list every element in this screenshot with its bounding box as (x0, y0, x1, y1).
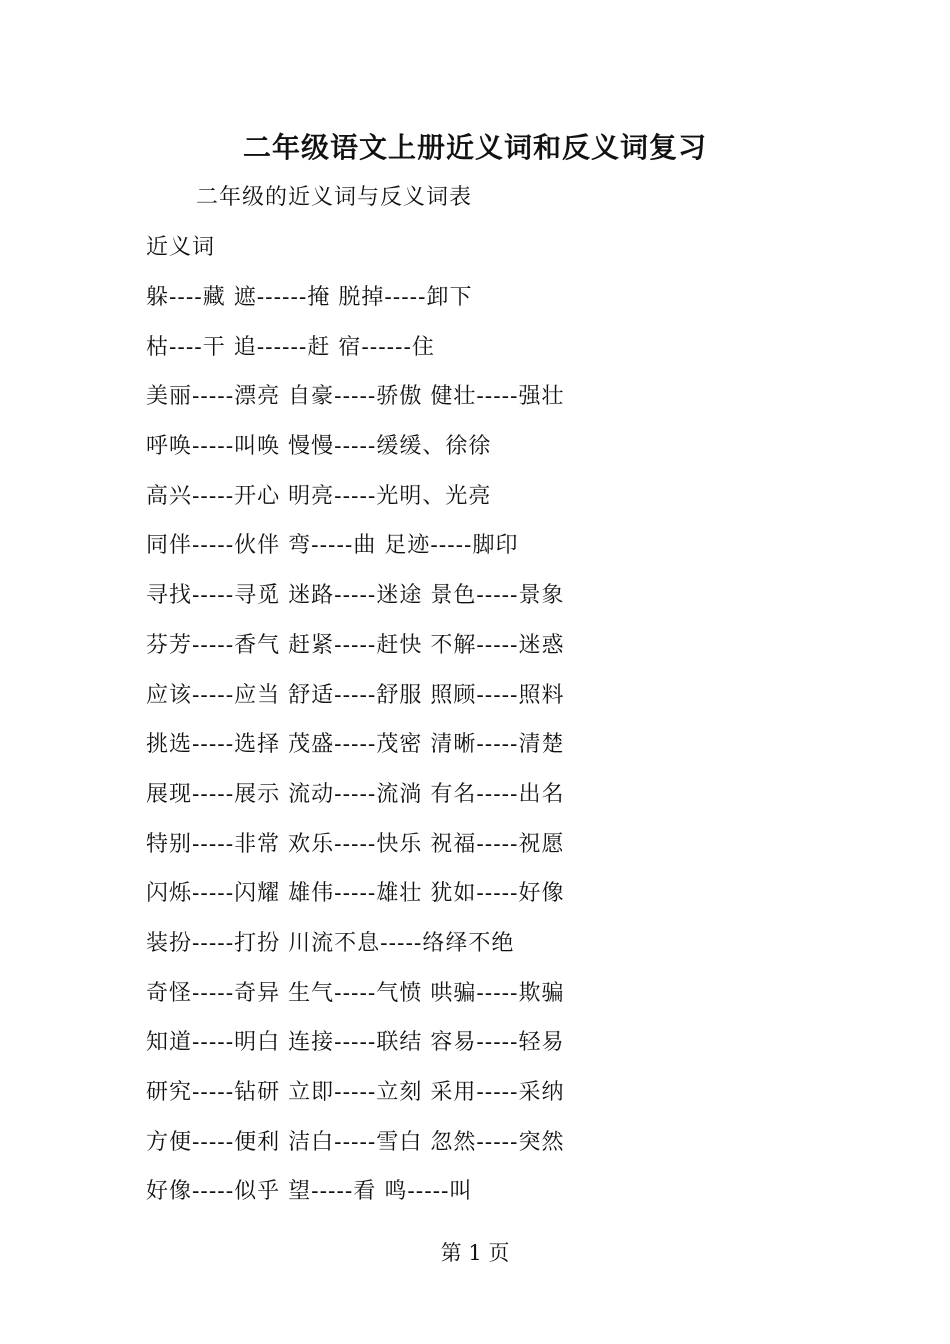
synonym-row: 研究-----钻研 立即-----立刻 采用-----采纳 (146, 1080, 565, 1105)
synonym-row: 美丽-----漂亮 自豪-----骄傲 健壮-----强壮 (146, 384, 565, 410)
synonym-row: 同伴-----伙伴 弯-----曲 足迹-----脚印 (146, 533, 519, 559)
synonym-row: 躲----藏 遮------掩 脱掉-----卸下 (146, 285, 473, 310)
synonym-row: 呼唤-----叫唤 慢慢-----缓缓、徐徐 (146, 434, 492, 460)
section-heading: 近义词 (146, 235, 216, 260)
synonym-row: 装扮-----打扮 川流不息-----络绎不绝 (146, 930, 515, 956)
synonym-row: 方便-----便利 洁白-----雪白 忽然-----突然 (146, 1129, 565, 1155)
synonym-row: 知道-----明白 连接-----联结 容易-----轻易 (146, 1030, 565, 1056)
synonym-row: 高兴-----开心 明亮-----光明、光亮 (146, 483, 492, 509)
synonym-row: 寻找-----寻觅 迷路-----迷途 景色-----景象 (146, 583, 565, 609)
synonym-row: 奇怪-----奇异 生气-----气愤 哄骗-----欺骗 (146, 980, 565, 1006)
synonym-row: 芬芳-----香气 赶紧-----赶快 不解-----迷惑 (146, 632, 565, 658)
synonym-row: 应该-----应当 舒适-----舒服 照顾-----照料 (146, 682, 565, 708)
page-number: 第 1 页 (440, 1241, 510, 1265)
document-title: 二年级语文上册近义词和反义词复习 (242, 131, 707, 164)
synonym-row: 特别-----非常 欢乐-----快乐 祝福-----祝愿 (146, 831, 565, 857)
synonym-row: 挑选-----选择 茂盛-----茂密 清晰-----清楚 (146, 732, 565, 758)
synonym-row: 闪烁-----闪耀 雄伟-----雄壮 犹如-----好像 (146, 881, 565, 907)
synonym-list (146, 282, 565, 1226)
document-subtitle: 二年级的近义词与反义词表 (196, 185, 473, 210)
synonym-row: 枯----干 追------赶 宿------住 (146, 334, 435, 360)
synonym-row: 展现-----展示 流动-----流淌 有名-----出名 (146, 781, 565, 807)
synonym-row: 好像-----似乎 望-----看 鸣-----叫 (146, 1179, 473, 1205)
